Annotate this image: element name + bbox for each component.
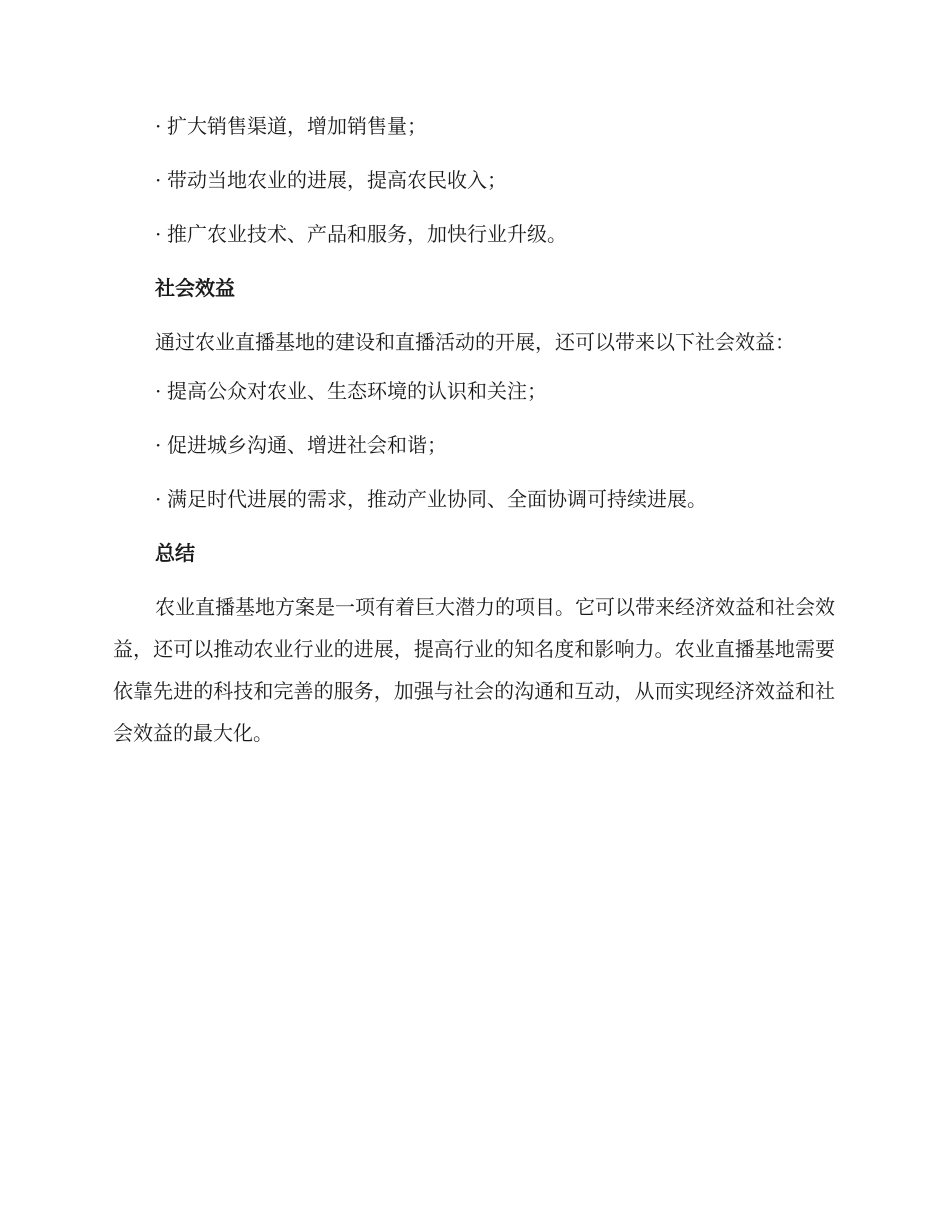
bullet-marker: · <box>155 487 162 511</box>
list-item <box>113 110 835 142</box>
list-item-text: 带动当地农业的进展，提高农民收入； <box>167 168 507 192</box>
list-item-text: 满足时代进展的需求，推动产业协同、全面协调可持续进展。 <box>167 487 707 511</box>
section-heading-social: 社会效益 <box>155 276 235 300</box>
summary-paragraph: 农业直播基地方案是一项有着巨大潜力的项目。它可以带来经济效益和社会效益，还可以推动农业行业的进展，提高行业的知名度和影响力。农业直播基地需要依靠先进的科技和完善的服务，加强与社会的沟通和互动，从而实现经济效益和社会效益的最大化。 <box>113 595 835 745</box>
list-item-text: 扩大销售渠道，增加销售量； <box>167 114 427 138</box>
social-intro-paragraph: 通过农业直播基地的建设和直播活动的开展，还可以带来以下社会效益： <box>155 330 795 354</box>
bullet-marker: · <box>155 222 162 246</box>
list-item <box>113 164 835 196</box>
bullet-marker: · <box>155 168 162 192</box>
list-item-text: 推广农业技术、产品和服务，加快行业升级。 <box>167 222 567 246</box>
document-content <box>113 110 835 766</box>
section-heading-summary: 总结 <box>155 541 195 565</box>
list-item-text: 提高公众对农业、生态环境的认识和关注； <box>167 379 547 403</box>
bullet-marker: · <box>155 114 162 138</box>
list-item <box>113 429 835 461</box>
bullet-marker: · <box>155 379 162 403</box>
list-item <box>113 218 835 250</box>
list-item-text: 促进城乡沟通、增进社会和谐； <box>167 433 447 457</box>
list-item <box>113 483 835 515</box>
bullet-marker: · <box>155 433 162 457</box>
list-item <box>113 375 835 407</box>
